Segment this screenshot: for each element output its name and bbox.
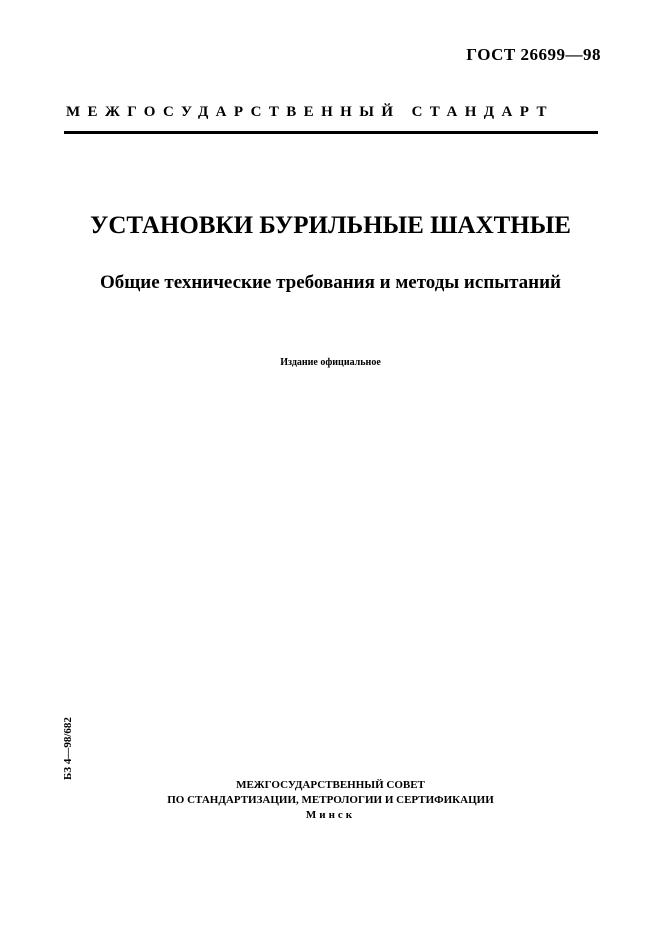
publisher-city: Минск	[305, 809, 356, 821]
header-divider	[64, 131, 598, 134]
publisher-block	[0, 778, 661, 823]
interstate-standard-label: МЕЖГОСУДАРСТВЕННЫЙ СТАНДАРТ	[66, 104, 554, 120]
edition-note: Издание официальное	[280, 357, 381, 368]
document-subtitle: Общие технические требования и методы испытаний	[99, 272, 562, 293]
publisher-name-line1: МЕЖГОСУДАРСТВЕННЫЙ СОВЕТ	[236, 779, 425, 791]
publication-code: БЗ 4—98/682	[62, 717, 74, 780]
document-title: УСТАНОВКИ БУРИЛЬНЫЕ ШАХТНЫЕ	[90, 212, 571, 239]
publisher-name-line2: ПО СТАНДАРТИЗАЦИИ, МЕТРОЛОГИИ И СЕРТИФИКАЦИИ	[167, 794, 494, 806]
document-code: ГОСТ 26699—98	[466, 45, 601, 64]
